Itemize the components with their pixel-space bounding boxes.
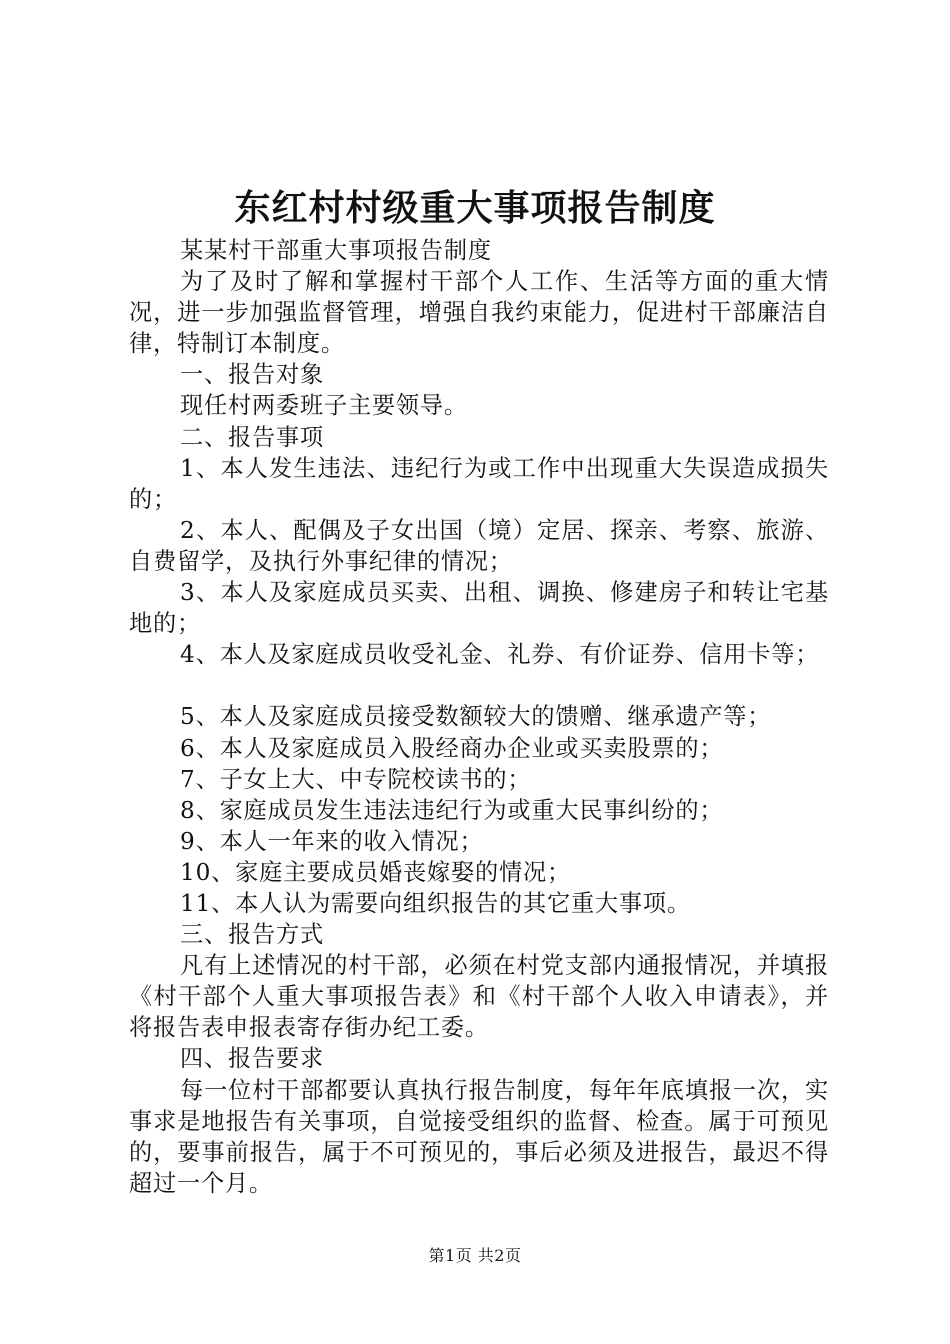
section-heading-report-items: 二、报告事项 — [180, 423, 324, 451]
report-target-paragraph: 现任村两委班子主要领导。 — [180, 392, 468, 420]
page-number-footer: 第1页 共2页 — [428, 1246, 522, 1265]
report-method-paragraph: 凡有上述情况的村干部，必须在村党支部内通报情况，并填报《村干部个人重大事项报告表》和《村干部个人收入申请表》，并将报告表申报表寄存街办纪工委。 — [129, 952, 829, 1042]
report-item-4: 4、本人及家庭成员收受礼金、礼券、有价证券、信用卡等； — [180, 641, 820, 669]
document-body — [129, 235, 829, 1199]
report-item-8: 8、家庭成员发生违法违纪行为或重大民事纠纷的； — [180, 796, 724, 824]
report-item-9: 9、本人一年来的收入情况； — [180, 827, 484, 855]
section-heading-report-target: 一、报告对象 — [180, 361, 324, 389]
page-title: 东红村村级重大事项报告制度 — [234, 187, 716, 229]
report-item-10: 10、家庭主要成员婚丧嫁娶的情况； — [180, 858, 571, 886]
section-heading-report-requirements: 四、报告要求 — [180, 1045, 324, 1073]
subtitle-paragraph: 某某村干部重大事项报告制度 — [180, 237, 492, 264]
intro-paragraph: 为了及时了解和掌握村干部个人工作、生活等方面的重大情况，进一步加强监督管理，增强自我约束能力，促进村干部廉洁自律，特制订本制度。 — [129, 268, 829, 358]
report-item-6: 6、本人及家庭成员入股经商办企业或买卖股票的； — [180, 734, 724, 762]
report-item-2: 2、本人、配偶及子女出国（境）定居、探亲、考察、旅游、自费留学，及执行外事纪律的情况； — [129, 516, 829, 575]
report-item-1: 1、本人发生违法、违纪行为或工作中出现重大失误造成损失的； — [129, 454, 829, 513]
report-requirements-paragraph: 每一位村干部都要认真执行报告制度，每年年底填报一次，实事求是地报告有关事项，自觉接受组织的监督、检查。属于可预见的，要事前报告，属于不可预见的，事后必须及进报告，最迟不得超过一个月。 — [129, 1076, 829, 1197]
section-heading-report-method: 三、报告方式 — [180, 921, 324, 949]
report-item-7: 7、子女上大、中专院校读书的； — [180, 765, 532, 793]
blank-line — [129, 670, 829, 701]
report-item-5: 5、本人及家庭成员接受数额较大的馈赠、继承遗产等； — [180, 703, 772, 731]
report-item-3: 3、本人及家庭成员买卖、出租、调换、修建房子和转让宅基地的； — [129, 579, 829, 638]
report-item-11: 11、本人认为需要向组织报告的其它重大事项。 — [180, 889, 691, 917]
